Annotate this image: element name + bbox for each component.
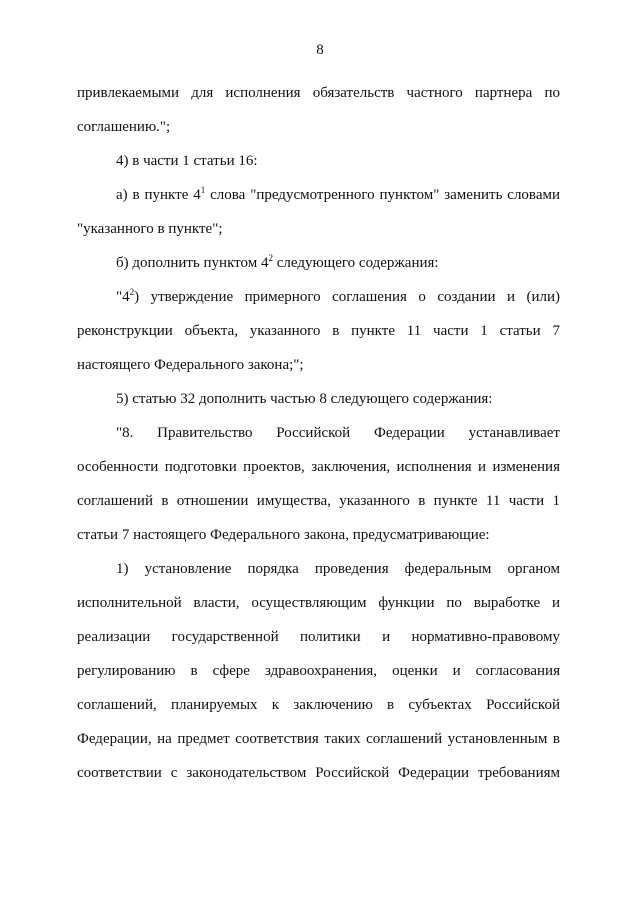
superscript: 1 xyxy=(200,185,206,195)
paragraph-text: б) дополнить пунктом 4 xyxy=(116,255,269,271)
paragraph-text: а) в пункте 4 xyxy=(116,187,201,203)
paragraph-text: слова "предусмотренного пунктом" заменить словами "указанного в пункте"; xyxy=(77,187,560,237)
paragraph-text: следующего содержания: xyxy=(272,255,439,271)
paragraph-subitem-a xyxy=(77,178,560,246)
paragraph-text: 5) статью 32 дополнить частью 8 следующего содержания: xyxy=(116,391,493,407)
paragraph-text: привлекаемыми для исполнения обязательств частного партнера по соглашению."; xyxy=(77,85,560,135)
paragraph-text: 1) установление порядка проведения федеральным органом исполнительной власти, осуществляющим функции по выработке и реализации государственной политики и нормативно-правовому регулированию в сфере здравоохранения, оценки и согласования соглашений, планируемых к заключению в субъектах Российской Федерации, на предмет соответствия таких соглашений установленным в соответствии с законодательством Российской Федерации требованиям xyxy=(77,561,560,781)
paragraph-point-4-2 xyxy=(77,280,560,382)
paragraph-item-4 xyxy=(77,144,560,178)
paragraph-text: 4) в части 1 статьи 16: xyxy=(116,153,258,169)
paragraph-continuation xyxy=(77,76,560,144)
paragraph-subitem-1 xyxy=(77,552,560,790)
document-body xyxy=(77,76,560,790)
superscript: 2 xyxy=(268,253,273,263)
superscript: 2 xyxy=(129,287,135,297)
paragraph-text: "8. Правительство Российской Федерации устанавливает особенности подготовки проектов, заключения, исполнения и изменения соглашений в отношении имущества, указанного в пункте 11 части 1 статьи 7 настоящего Федерального закона, предусматривающие: xyxy=(77,425,560,543)
paragraph-part-8 xyxy=(77,416,560,552)
paragraph-item-5 xyxy=(77,382,560,416)
paragraph-text: ) утверждение примерного соглашения о создании и (или) реконструкции объекта, указанного в пункте 11 части 1 статьи 7 настоящего Федерального закона;"; xyxy=(77,289,560,373)
paragraph-subitem-b xyxy=(77,246,560,280)
page-number: 8 xyxy=(316,42,324,58)
paragraph-text: "4 xyxy=(116,289,130,305)
